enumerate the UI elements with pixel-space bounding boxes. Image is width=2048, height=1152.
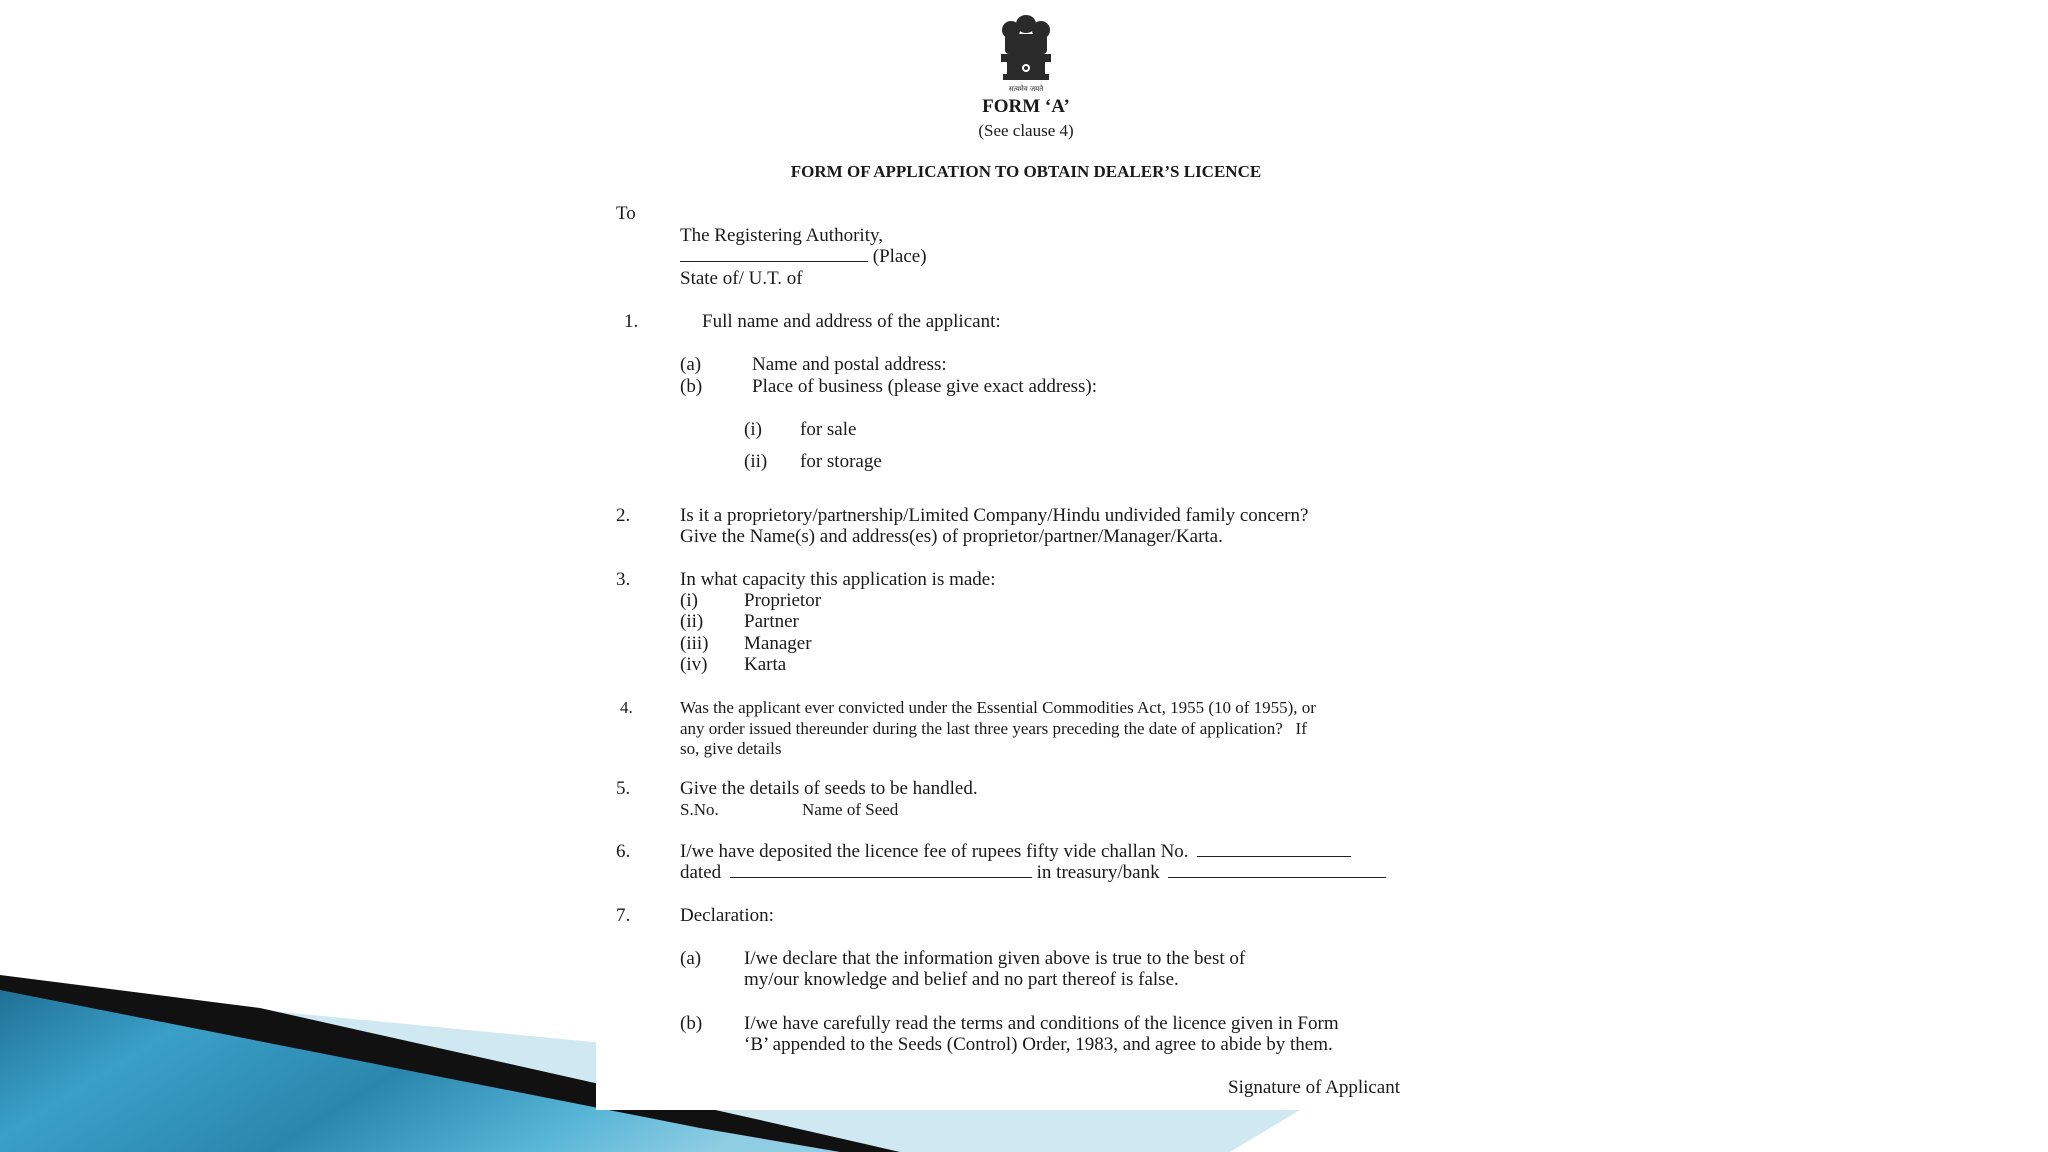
q6-line2 (680, 862, 1386, 884)
q1-text: Full name and address of the applicant: (702, 311, 1001, 332)
q6-treasury-label: in treasury/bank (1036, 862, 1160, 883)
q7b-label: (b) (680, 1013, 703, 1034)
q2-line1: Is it a proprietory/partnership/Limited Company/Hindu undivided family concern? (680, 505, 1309, 526)
national-emblem-icon (991, 12, 1061, 94)
q4-number: 4. (620, 698, 633, 717)
q3-option-text: Proprietor (744, 590, 822, 611)
q3-option-label: (iv) (680, 654, 708, 675)
q1b-i-text: for sale (800, 419, 857, 440)
q3-text: In what capacity this application is made: (680, 569, 996, 590)
q7a-label: (a) (680, 948, 702, 969)
q4-line3: so, give details (680, 739, 782, 758)
q6-line1-text: I/we have deposited the licence fee of rupees fifty vide challan No. (680, 841, 1189, 862)
q2-line2: Give the Name(s) and address(es) of proprietor/partner/Manager/Karta. (680, 526, 1223, 547)
q7a-line1: I/we declare that the information given above is true to the best of (744, 948, 1246, 969)
q1b-i-label: (i) (744, 419, 762, 440)
place-label: (Place) (872, 246, 927, 267)
q1-number: 1. (624, 311, 639, 332)
q2-number: 2. (616, 505, 631, 526)
form-title: FORM ‘A’ (982, 96, 1070, 117)
q4-line1: Was the applicant ever convicted under the Essential Commodities Act, 1955 (10 of 1955), or (680, 698, 1316, 717)
q3-option-text: Manager (744, 633, 812, 654)
signature-of-applicant: Signature of Applicant (1228, 1077, 1401, 1098)
q7-number: 7. (616, 905, 631, 926)
challan-number-blank[interactable] (1197, 842, 1351, 857)
clause-reference: (See clause 4) (978, 121, 1074, 140)
q5-col-sno: S.No. (680, 800, 719, 819)
q1b-label: (b) (680, 376, 703, 397)
date-blank[interactable] (730, 863, 1032, 878)
q1a-text: Name and postal address: (752, 354, 947, 375)
treasury-bank-blank[interactable] (1168, 863, 1386, 878)
registering-authority: The Registering Authority, (680, 225, 883, 246)
q5-col-seed-name: Name of Seed (802, 800, 899, 819)
state-label: State of/ U.T. of (680, 268, 803, 289)
form-heading: FORM OF APPLICATION TO OBTAIN DEALER’S LICENCE (790, 162, 1262, 181)
q3-option-label: (i) (680, 590, 698, 611)
q7b-line1: I/we have carefully read the terms and conditions of the licence given in Form (744, 1013, 1339, 1034)
addressee-to: To (616, 203, 636, 224)
q5-text: Give the details of seeds to be handled. (680, 778, 978, 799)
q3-option-label: (ii) (680, 611, 704, 632)
place-blank[interactable] (680, 247, 868, 262)
q3-number: 3. (616, 569, 631, 590)
q4-line2: any order issued thereunder during the last three years preceding the date of application? If (680, 719, 1307, 738)
q1b-ii-text: for storage (800, 451, 882, 472)
emblem-motto: सत्यमेव जयते (1008, 85, 1044, 93)
q6-number: 6. (616, 841, 631, 862)
q1b-text: Place of business (please give exact address): (752, 376, 1098, 397)
q3-option-text: Karta (744, 654, 787, 675)
q6-dated-label: dated (680, 862, 722, 883)
q7b-line2: ‘B’ appended to the Seeds (Control) Order, 1983, and agree to abide by them. (744, 1034, 1333, 1055)
application-form-document (596, 0, 1456, 1110)
q1a-label: (a) (680, 354, 702, 375)
q6-line1 (680, 841, 1351, 863)
q3-option-label: (iii) (680, 633, 709, 654)
place-line (680, 246, 927, 268)
q5-number: 5. (616, 778, 631, 799)
q7a-line2: my/our knowledge and belief and no part thereof is false. (744, 969, 1179, 990)
q3-option-text: Partner (744, 611, 799, 632)
q7-text: Declaration: (680, 905, 774, 926)
q1b-ii-label: (ii) (744, 451, 768, 472)
